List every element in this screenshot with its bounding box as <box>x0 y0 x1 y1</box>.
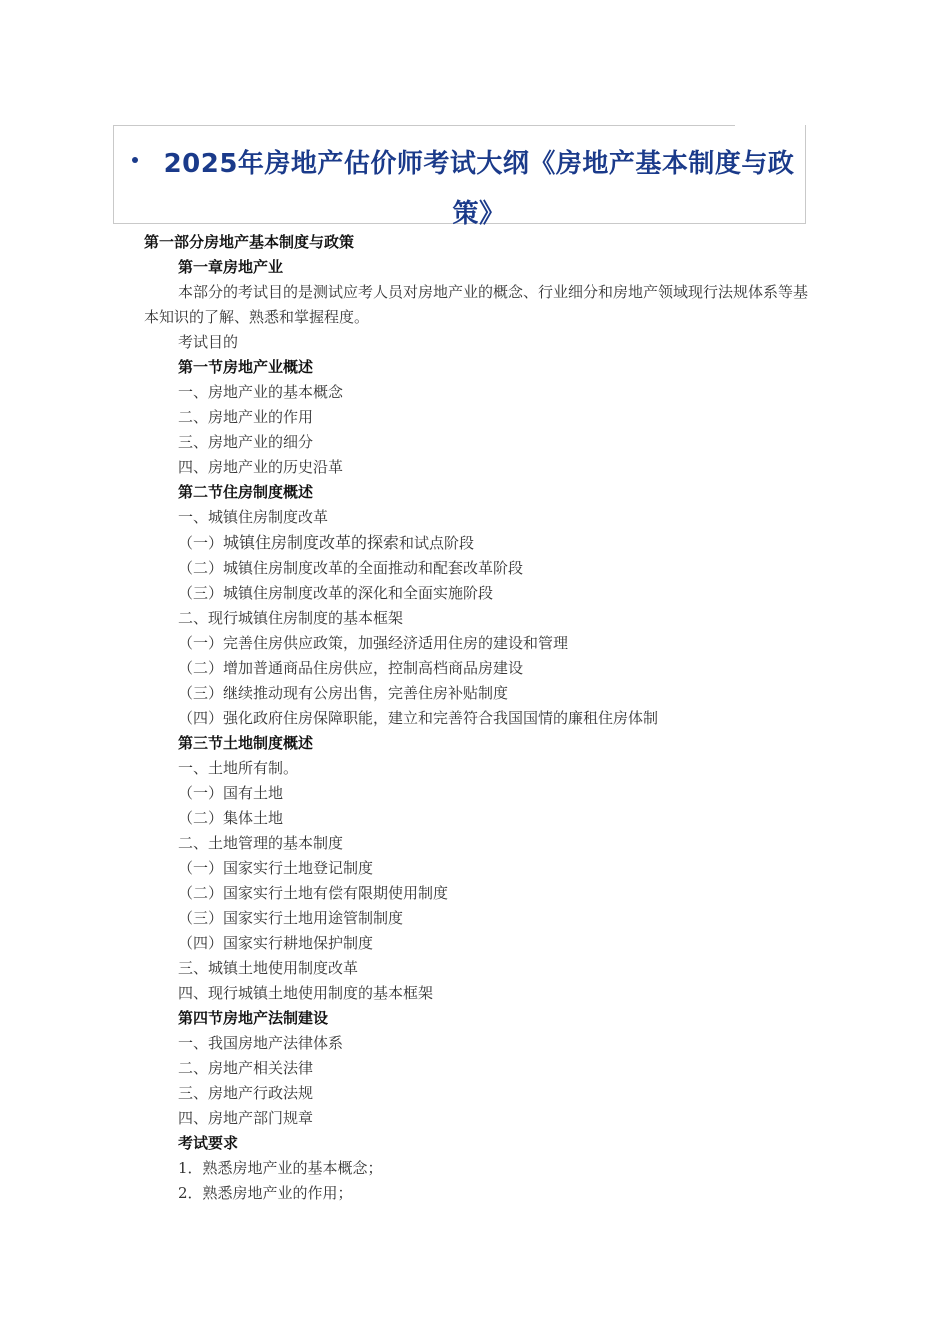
list-item: （四）国家实行耕地保护制度 <box>178 934 374 952</box>
list-item: （三）城镇住房制度改革的深化和全面实施阶段 <box>178 584 494 602</box>
section-3-heading: 第三节土地制度概述 <box>178 734 314 752</box>
title-banner <box>113 125 806 229</box>
document-title: 2025年房地产估价师考试大纲《房地产基本制度与政策》 <box>163 149 795 229</box>
list-item: （四）强化政府住房保障职能，建立和完善符合我国国情的廉租住房体制 <box>178 709 659 727</box>
list-item: 三、房地产业的细分 <box>178 433 314 451</box>
list-item: （二）城镇住房制度改革的全面推动和配套改革阶段 <box>178 559 524 577</box>
list-item: 三、房地产行政法规 <box>178 1084 314 1102</box>
item-highlight: 城镇住房制度改革的探索 <box>223 533 400 552</box>
intro-paragraph: 本部分的考试目的是测试应考人员对房地产业的概念、行业细分和房地产领域现行法规体系等基本知识的了解、熟悉和掌握程度。 <box>144 283 809 326</box>
bullet-icon <box>132 157 138 163</box>
list-item: （三）继续推动现有公房出售，完善住房补贴制度 <box>178 684 509 702</box>
item-suffix: 和试点阶段 <box>399 534 475 552</box>
document-body <box>144 230 810 1206</box>
part-heading: 第一部分房地产基本制度与政策 <box>144 233 355 251</box>
list-item: 四、房地产业的历史沿革 <box>178 458 344 476</box>
list-item: （二）国家实行土地有偿有限期使用制度 <box>178 884 449 902</box>
requirement-item: 2．熟悉房地产业的作用； <box>178 1184 353 1202</box>
list-item: 二、房地产业的作用 <box>178 408 314 426</box>
list-item: 一、城镇住房制度改革 <box>178 508 329 526</box>
item-prefix: （一） <box>178 534 224 552</box>
list-item: 四、房地产部门规章 <box>178 1109 314 1127</box>
section-1-heading: 第一节房地产业概述 <box>178 358 314 376</box>
list-item: （一）国有土地 <box>178 784 284 802</box>
requirements-heading: 考试要求 <box>178 1134 239 1152</box>
list-item: 二、土地管理的基本制度 <box>178 834 344 852</box>
list-item: 一、我国房地产法律体系 <box>178 1034 344 1052</box>
section-4-heading: 第四节房地产法制建设 <box>178 1009 329 1027</box>
requirement-item: 1．熟悉房地产业的基本概念； <box>178 1159 383 1177</box>
section-2-heading: 第二节住房制度概述 <box>178 483 314 501</box>
list-item: （二）集体土地 <box>178 809 284 827</box>
list-item: （三）国家实行土地用途管制制度 <box>178 909 404 927</box>
chapter-heading: 第一章房地产业 <box>178 258 284 276</box>
list-item: 二、现行城镇住房制度的基本框架 <box>178 609 404 627</box>
list-item: （一）国家实行土地登记制度 <box>178 859 374 877</box>
exam-purpose-label: 考试目的 <box>178 333 239 351</box>
list-item-mixed <box>144 530 810 556</box>
list-item: （二）增加普通商品住房供应，控制高档商品房建设 <box>178 659 524 677</box>
list-item: 一、房地产业的基本概念 <box>178 383 344 401</box>
list-item: 三、城镇土地使用制度改革 <box>178 959 359 977</box>
title-border-top <box>114 125 735 126</box>
list-item: （一）完善住房供应政策，加强经济适用住房的建设和管理 <box>178 634 569 652</box>
list-item: 四、现行城镇土地使用制度的基本框架 <box>178 984 434 1002</box>
list-item: 一、土地所有制。 <box>178 759 299 777</box>
title-border-right <box>805 129 806 223</box>
list-item: 二、房地产相关法律 <box>178 1059 314 1077</box>
